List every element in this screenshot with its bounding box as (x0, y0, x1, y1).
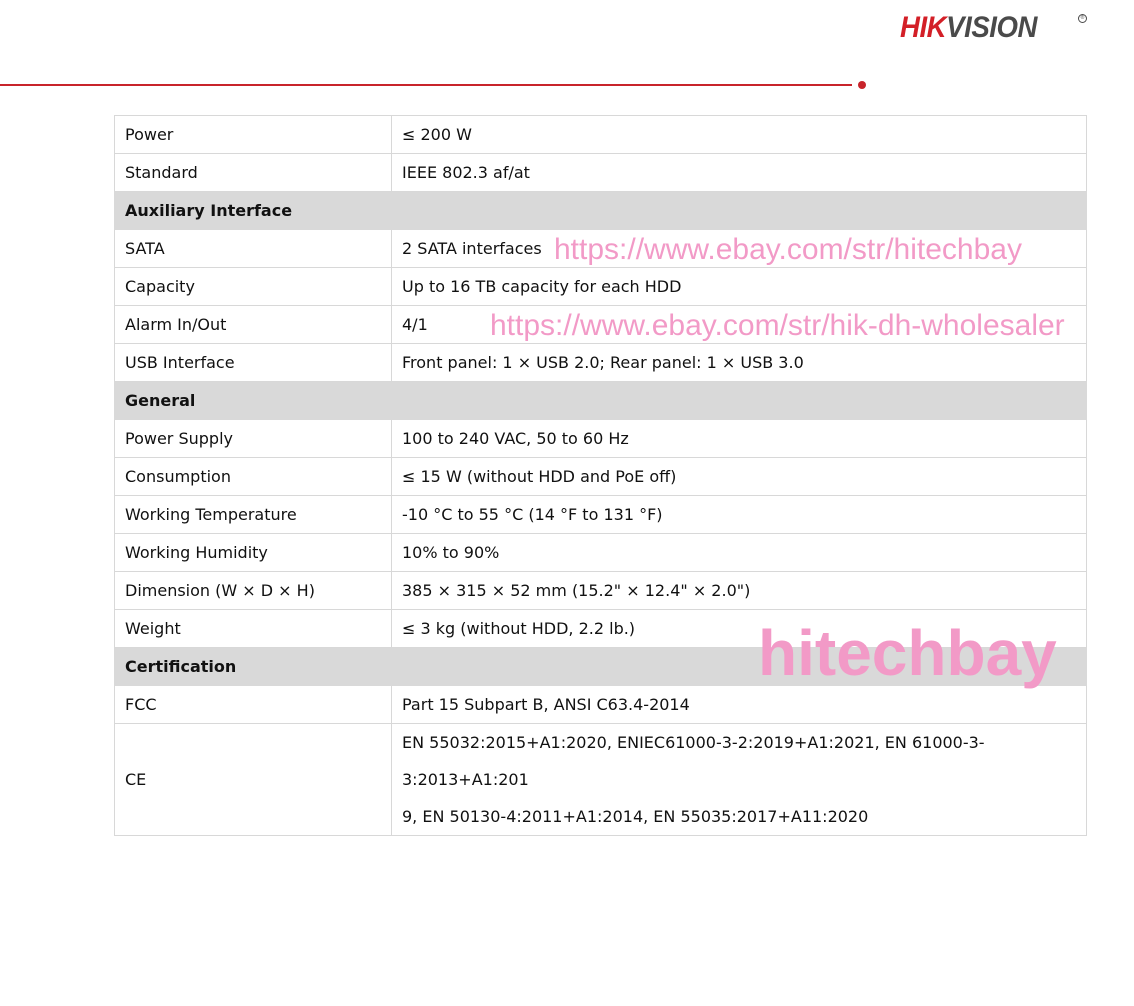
spec-section-heading: Certification (115, 648, 1087, 686)
spec-value: Front panel: 1 × USB 2.0; Rear panel: 1 × USB 3.0 (392, 344, 1087, 382)
spec-value: Part 15 Subpart B, ANSI C63.4-2014 (392, 686, 1087, 724)
spec-row (115, 496, 1087, 534)
spec-value: IEEE 802.3 af/at (392, 154, 1087, 192)
spec-value: 10% to 90% (392, 534, 1087, 572)
spec-label: CE (115, 724, 392, 836)
spec-row (115, 534, 1087, 572)
spec-table-body (115, 116, 1087, 836)
watermark-store-url-2: https://www.ebay.com/str/hik-dh-wholesaler (490, 309, 1065, 342)
spec-value (392, 724, 1087, 836)
spec-row (115, 344, 1087, 382)
logo-hik-text: HIK (900, 11, 947, 44)
spec-table (114, 115, 1087, 836)
spec-label: USB Interface (115, 344, 392, 382)
spec-label: FCC (115, 686, 392, 724)
watermark-store-url-1: https://www.ebay.com/str/hitechbay (554, 233, 1022, 266)
header-rule-dot (858, 81, 866, 89)
spec-row (115, 724, 1087, 836)
header-rule (0, 84, 852, 86)
spec-label: Weight (115, 610, 392, 648)
spec-value: ≤ 15 W (without HDD and PoE off) (392, 458, 1087, 496)
hikvision-logo (900, 12, 1084, 44)
spec-value-line: 9, EN 50130-4:2011+A1:2014, EN 55035:2017+A11:2020 (402, 807, 869, 826)
spec-label: Power Supply (115, 420, 392, 458)
spec-row (115, 230, 1087, 268)
spec-section-row (115, 382, 1087, 420)
watermark-store-name: hitechbay (758, 617, 1057, 689)
spec-label: Standard (115, 154, 392, 192)
spec-section-heading: Auxiliary Interface (115, 192, 1087, 230)
spec-value: ≤ 200 W (392, 116, 1087, 154)
spec-value: 100 to 240 VAC, 50 to 60 Hz (392, 420, 1087, 458)
spec-value: Up to 16 TB capacity for each HDD (392, 268, 1087, 306)
spec-row (115, 610, 1087, 648)
spec-row (115, 420, 1087, 458)
logo-wordmark (900, 12, 1037, 44)
spec-value: ≤ 3 kg (without HDD, 2.2 lb.) (392, 610, 1087, 648)
spec-label: SATA (115, 230, 392, 268)
spec-label: Dimension (W × D × H) (115, 572, 392, 610)
spec-row (115, 154, 1087, 192)
spec-label: Working Temperature (115, 496, 392, 534)
spec-label: Capacity (115, 268, 392, 306)
spec-value: -10 °C to 55 °C (14 °F to 131 °F) (392, 496, 1087, 534)
spec-section-heading: General (115, 382, 1087, 420)
spec-label: Working Humidity (115, 534, 392, 572)
spec-label: Consumption (115, 458, 392, 496)
spec-label: Power (115, 116, 392, 154)
spec-row (115, 686, 1087, 724)
spec-row (115, 572, 1087, 610)
spec-row (115, 268, 1087, 306)
spec-label: Alarm In/Out (115, 306, 392, 344)
spec-section-row (115, 192, 1087, 230)
spec-row (115, 306, 1087, 344)
spec-value: 4/1 (392, 306, 1087, 344)
spec-value-line: EN 55032:2015+A1:2020, ENIEC61000-3-2:2019+A1:2021, EN 61000-3-3:2013+A1:201 (402, 733, 985, 789)
logo-vision-text: VISION (946, 11, 1037, 44)
spec-value: 2 SATA interfaces (392, 230, 1087, 268)
spec-row (115, 458, 1087, 496)
spec-row (115, 116, 1087, 154)
registered-mark-icon: ® (1078, 14, 1087, 23)
spec-section-row (115, 648, 1087, 686)
spec-value: 385 × 315 × 52 mm (15.2" × 12.4" × 2.0") (392, 572, 1087, 610)
